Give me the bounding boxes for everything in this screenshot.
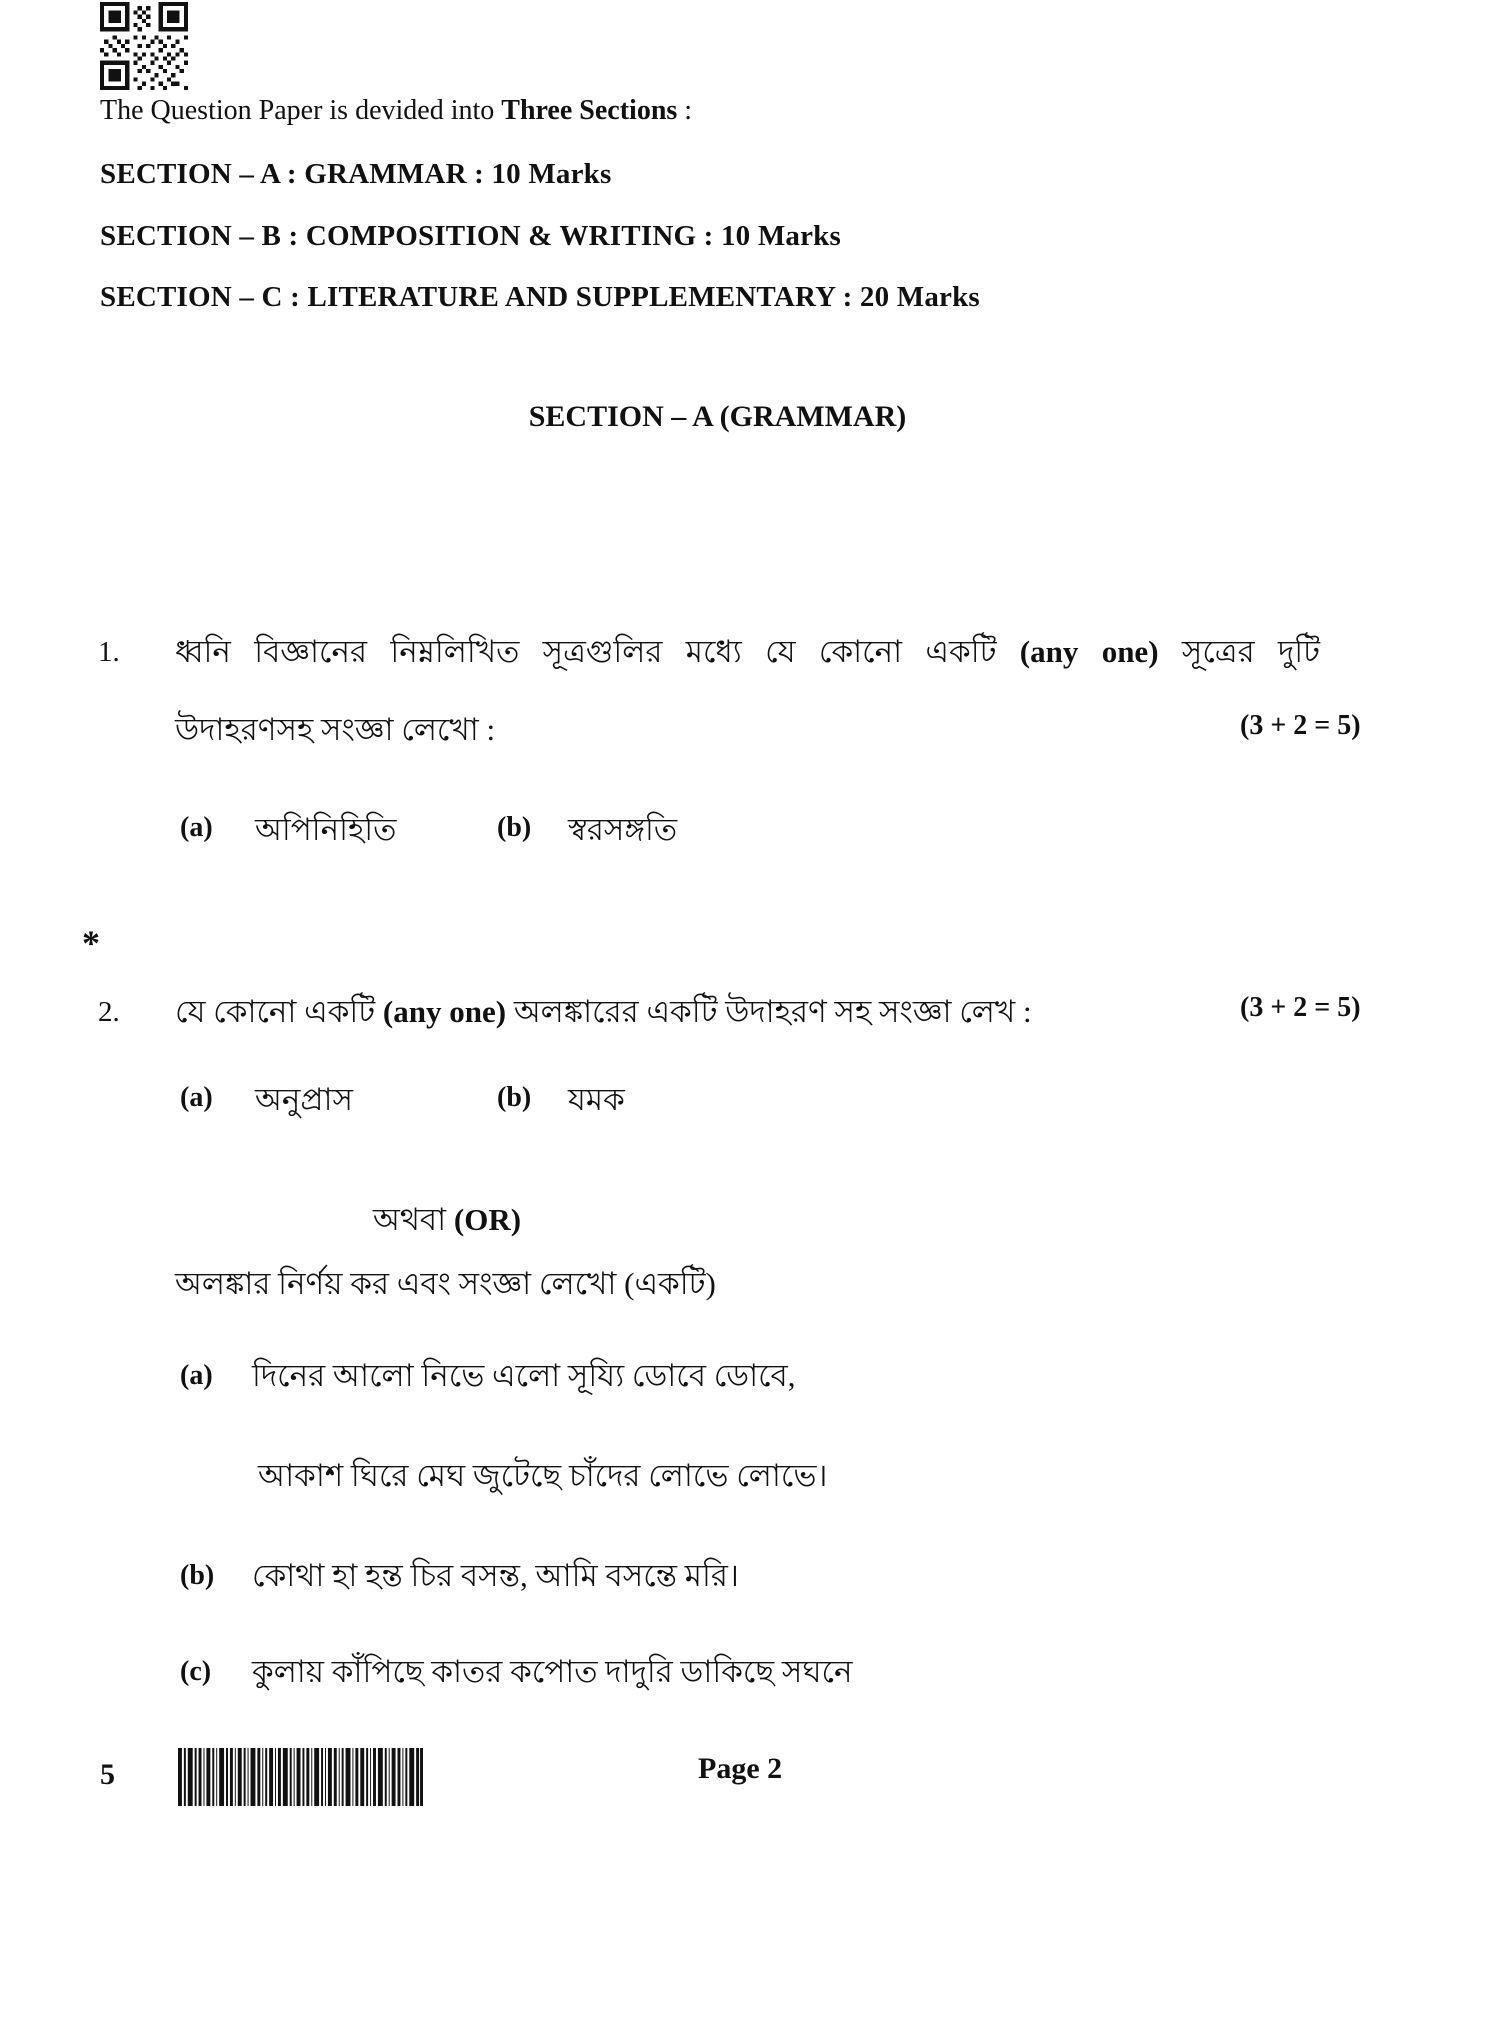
q1-bn-part1: ধ্বনি বিজ্ঞানের নিম্নলিখিত সূত্রগুলির মধ্যে যে কোনো একটি <box>175 634 1020 669</box>
q1-any-one: (any one) <box>1019 634 1159 669</box>
q1-option-a-label: (a) <box>180 812 213 843</box>
q2-bn-part1: যে কোনো একটি <box>175 994 383 1029</box>
q1-bn-part2: সূত্রের দুটি <box>1158 634 1321 669</box>
barcode <box>178 1748 423 1806</box>
intro-text-normal: The Question Paper is devided into <box>100 95 502 126</box>
q2-option-b-text: যমক <box>568 1082 625 1117</box>
section-a-summary: SECTION – A : GRAMMAR : 10 Marks <box>100 158 612 190</box>
alt-option-a-line2: আকাশ ঘিরে মেঘ জুটেছে চাঁদের লোভে লোভে। <box>258 1458 828 1493</box>
or-bn: অথবা <box>373 1202 454 1237</box>
alt-option-c-label: (c) <box>180 1656 212 1687</box>
q1-option-a-text: অপিনিহিতি <box>255 812 397 847</box>
q2-marks: (3 + 2 = 5) <box>1240 992 1361 1023</box>
or-separator <box>373 1196 521 1248</box>
qr-code <box>100 2 188 90</box>
alt-option-c-text: কুলায় কাঁপিছে কাতর কপোত দাদুরি ডাকিছে সঘনে <box>252 1654 853 1689</box>
q2-option-b-label: (b) <box>497 1082 532 1113</box>
section-b-summary: SECTION – B : COMPOSITION & WRITING : 10 Marks <box>100 220 841 252</box>
q2-option-a-label: (a) <box>180 1082 213 1113</box>
alt-option-b-label: (b) <box>180 1560 215 1591</box>
alt-option-b-text: কোথা হা হন্ত চির বসন্ত, আমি বসন্তে মরি। <box>252 1558 740 1593</box>
footer-code-number: 5 <box>100 1758 115 1791</box>
q1-text-line2: উদাহরণসহ সংজ্ঞা লেখো : <box>175 712 496 747</box>
intro-line <box>100 95 692 127</box>
alt-option-a-line1: দিনের আলো নিভে এলো সূয্যি ডোবে ডোবে, <box>252 1358 796 1393</box>
or-en: (OR) <box>453 1202 522 1237</box>
q1-option-b-text: স্বরসঙ্গতি <box>568 812 678 847</box>
q1-option-b-label: (b) <box>497 812 532 843</box>
intro-text-tail: : <box>677 95 693 126</box>
q2-text <box>175 988 1032 1040</box>
q1-marks: (3 + 2 = 5) <box>1240 710 1361 741</box>
q1-text-line1 <box>175 628 1320 680</box>
q2-any-one: (any one) <box>382 994 507 1029</box>
page-number-label: Page 2 <box>698 1752 783 1785</box>
q1-number: 1. <box>98 636 120 668</box>
q2-option-a-text: অনুপ্রাস <box>255 1082 353 1117</box>
section-a-heading: SECTION – A (GRAMMAR) <box>528 400 907 433</box>
intro-text-bold: Three Sections <box>501 95 678 126</box>
q2-number: 2. <box>98 996 120 1028</box>
q2-bn-part2: অলঙ্কারের একটি উদাহরণ সহ সংজ্ঞা লেখ : <box>506 994 1032 1029</box>
asterisk-mark: * <box>82 923 100 963</box>
q2-alt-instruction: অলঙ্কার নির্ণয় কর এবং সংজ্ঞা লেখো (একটি) <box>175 1266 716 1301</box>
alt-option-a-label: (a) <box>180 1360 213 1391</box>
section-c-summary: SECTION – C : LITERATURE AND SUPPLEMENTARY : 20 Marks <box>100 281 980 313</box>
